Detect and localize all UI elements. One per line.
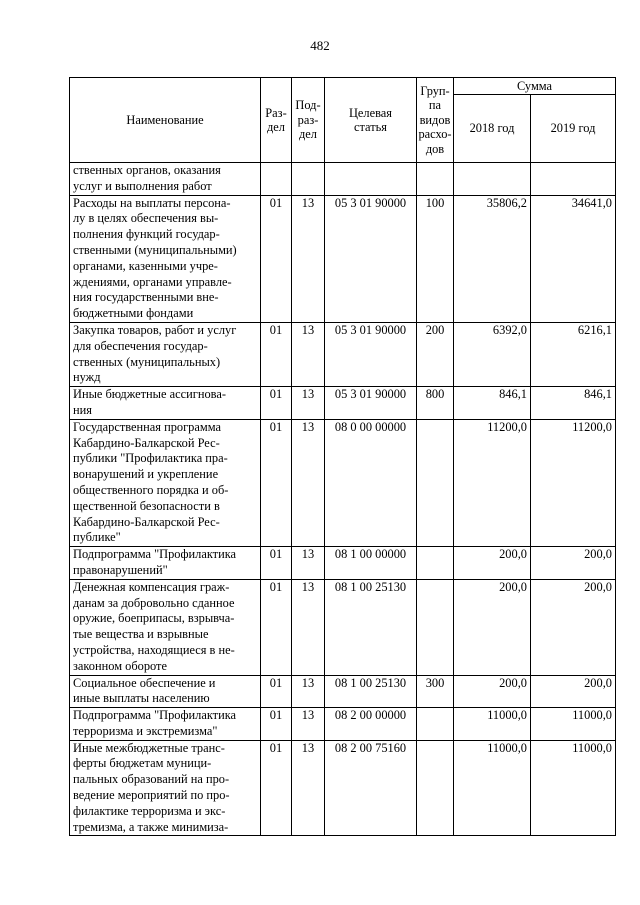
cell-name: Денежная компенсация граж- данам за добровольно сданное оружие, боеприпасы, взрывча- тые вещества и взрывные устройства, находящиеся в не- законном обороте — [70, 579, 261, 675]
table-row — [70, 322, 616, 386]
cell-expense-group — [417, 547, 454, 580]
cell-name: ственных органов, оказания услуг и выполнения работ — [70, 163, 261, 196]
cell-expense-group — [417, 708, 454, 741]
cell-target-article: 08 1 00 00000 — [325, 547, 417, 580]
header-year-2019: 2019 год — [531, 95, 616, 163]
cell-name: Закупка товаров, работ и услуг для обеспечения государ- ственных (муниципальных) нужд — [70, 322, 261, 386]
cell-sum-2018: 35806,2 — [454, 195, 531, 322]
cell-expense-group — [417, 163, 454, 196]
table-row — [70, 579, 616, 675]
cell-subsection: 13 — [292, 708, 325, 741]
cell-target-article: 08 2 00 75160 — [325, 740, 417, 836]
cell-expense-group — [417, 579, 454, 675]
cell-section: 01 — [261, 322, 292, 386]
cell-sum-2019 — [531, 163, 616, 196]
cell-subsection: 13 — [292, 387, 325, 420]
cell-sum-2019: 200,0 — [531, 547, 616, 580]
table-row — [70, 419, 616, 546]
cell-subsection: 13 — [292, 547, 325, 580]
cell-name: Иные межбюджетные транс- ферты бюджетам муници- пальных образований на про- ведение мероприятий по про- филактике терроризма и экс- тремизма, а также минимиза- — [70, 740, 261, 836]
header-name: Наименование — [70, 78, 261, 163]
cell-expense-group: 300 — [417, 675, 454, 708]
header-year-2018: 2018 год — [454, 95, 531, 163]
cell-target-article: 05 3 01 90000 — [325, 195, 417, 322]
header-expense-group: Груп- па видов расхо- дов — [417, 78, 454, 163]
cell-sum-2018: 200,0 — [454, 579, 531, 675]
cell-sum-2019: 11200,0 — [531, 419, 616, 546]
table-row — [70, 708, 616, 741]
cell-sum-2018: 11000,0 — [454, 740, 531, 836]
cell-subsection: 13 — [292, 675, 325, 708]
cell-section — [261, 163, 292, 196]
cell-expense-group — [417, 740, 454, 836]
cell-sum-2019: 200,0 — [531, 675, 616, 708]
page-number: 482 — [310, 38, 330, 53]
cell-subsection: 13 — [292, 322, 325, 386]
table-row — [70, 547, 616, 580]
header-sum: Сумма — [454, 78, 616, 95]
header-section: Раз- дел — [261, 78, 292, 163]
cell-expense-group — [417, 419, 454, 546]
cell-subsection: 13 — [292, 579, 325, 675]
cell-sum-2019: 11000,0 — [531, 740, 616, 836]
table-row — [70, 387, 616, 420]
table-row — [70, 740, 616, 836]
cell-target-article: 05 3 01 90000 — [325, 322, 417, 386]
header-subsection: Под- раз- дел — [292, 78, 325, 163]
cell-section: 01 — [261, 579, 292, 675]
cell-section: 01 — [261, 419, 292, 546]
cell-sum-2018: 6392,0 — [454, 322, 531, 386]
cell-target-article: 08 2 00 00000 — [325, 708, 417, 741]
cell-target-article: 05 3 01 90000 — [325, 387, 417, 420]
cell-subsection — [292, 163, 325, 196]
table-row — [70, 163, 616, 196]
cell-sum-2018: 846,1 — [454, 387, 531, 420]
cell-sum-2019: 34641,0 — [531, 195, 616, 322]
cell-expense-group: 800 — [417, 387, 454, 420]
cell-target-article: 08 1 00 25130 — [325, 675, 417, 708]
cell-subsection: 13 — [292, 195, 325, 322]
cell-subsection: 13 — [292, 740, 325, 836]
cell-target-article — [325, 163, 417, 196]
cell-sum-2019: 11000,0 — [531, 708, 616, 741]
budget-table — [69, 77, 616, 836]
table-body — [70, 163, 616, 836]
cell-name: Государственная программа Кабардино-Балкарской Рес- публики "Профилактика пра- вонарушений и укрепление общественного порядка и об- щественной безопасности в Кабардино-Балкарской Рес- публике" — [70, 419, 261, 546]
cell-expense-group: 200 — [417, 322, 454, 386]
cell-section: 01 — [261, 387, 292, 420]
cell-sum-2018: 200,0 — [454, 675, 531, 708]
cell-section: 01 — [261, 708, 292, 741]
table-row — [70, 675, 616, 708]
cell-name: Социальное обеспечение и иные выплаты населению — [70, 675, 261, 708]
cell-sum-2019: 200,0 — [531, 579, 616, 675]
table-row — [70, 195, 616, 322]
header-target-article: Целевая статья — [325, 78, 417, 163]
cell-subsection: 13 — [292, 419, 325, 546]
cell-sum-2018: 11200,0 — [454, 419, 531, 546]
cell-sum-2019: 6216,1 — [531, 322, 616, 386]
cell-sum-2018: 11000,0 — [454, 708, 531, 741]
cell-sum-2018: 200,0 — [454, 547, 531, 580]
cell-section: 01 — [261, 740, 292, 836]
cell-section: 01 — [261, 195, 292, 322]
cell-sum-2019: 846,1 — [531, 387, 616, 420]
cell-section: 01 — [261, 675, 292, 708]
cell-sum-2018 — [454, 163, 531, 196]
cell-target-article: 08 0 00 00000 — [325, 419, 417, 546]
cell-target-article: 08 1 00 25130 — [325, 579, 417, 675]
cell-name: Расходы на выплаты персона- лу в целях обеспечения вы- полнения функций государ- ственными (муниципальными) органами, казенными учре- ждениями, органами управле- ния государственными вне- бюджетными фондами — [70, 195, 261, 322]
cell-name: Иные бюджетные ассигнова- ния — [70, 387, 261, 420]
cell-name: Подпрограмма "Профилактика терроризма и экстремизма" — [70, 708, 261, 741]
cell-section: 01 — [261, 547, 292, 580]
cell-name: Подпрограмма "Профилактика правонарушений" — [70, 547, 261, 580]
cell-expense-group: 100 — [417, 195, 454, 322]
